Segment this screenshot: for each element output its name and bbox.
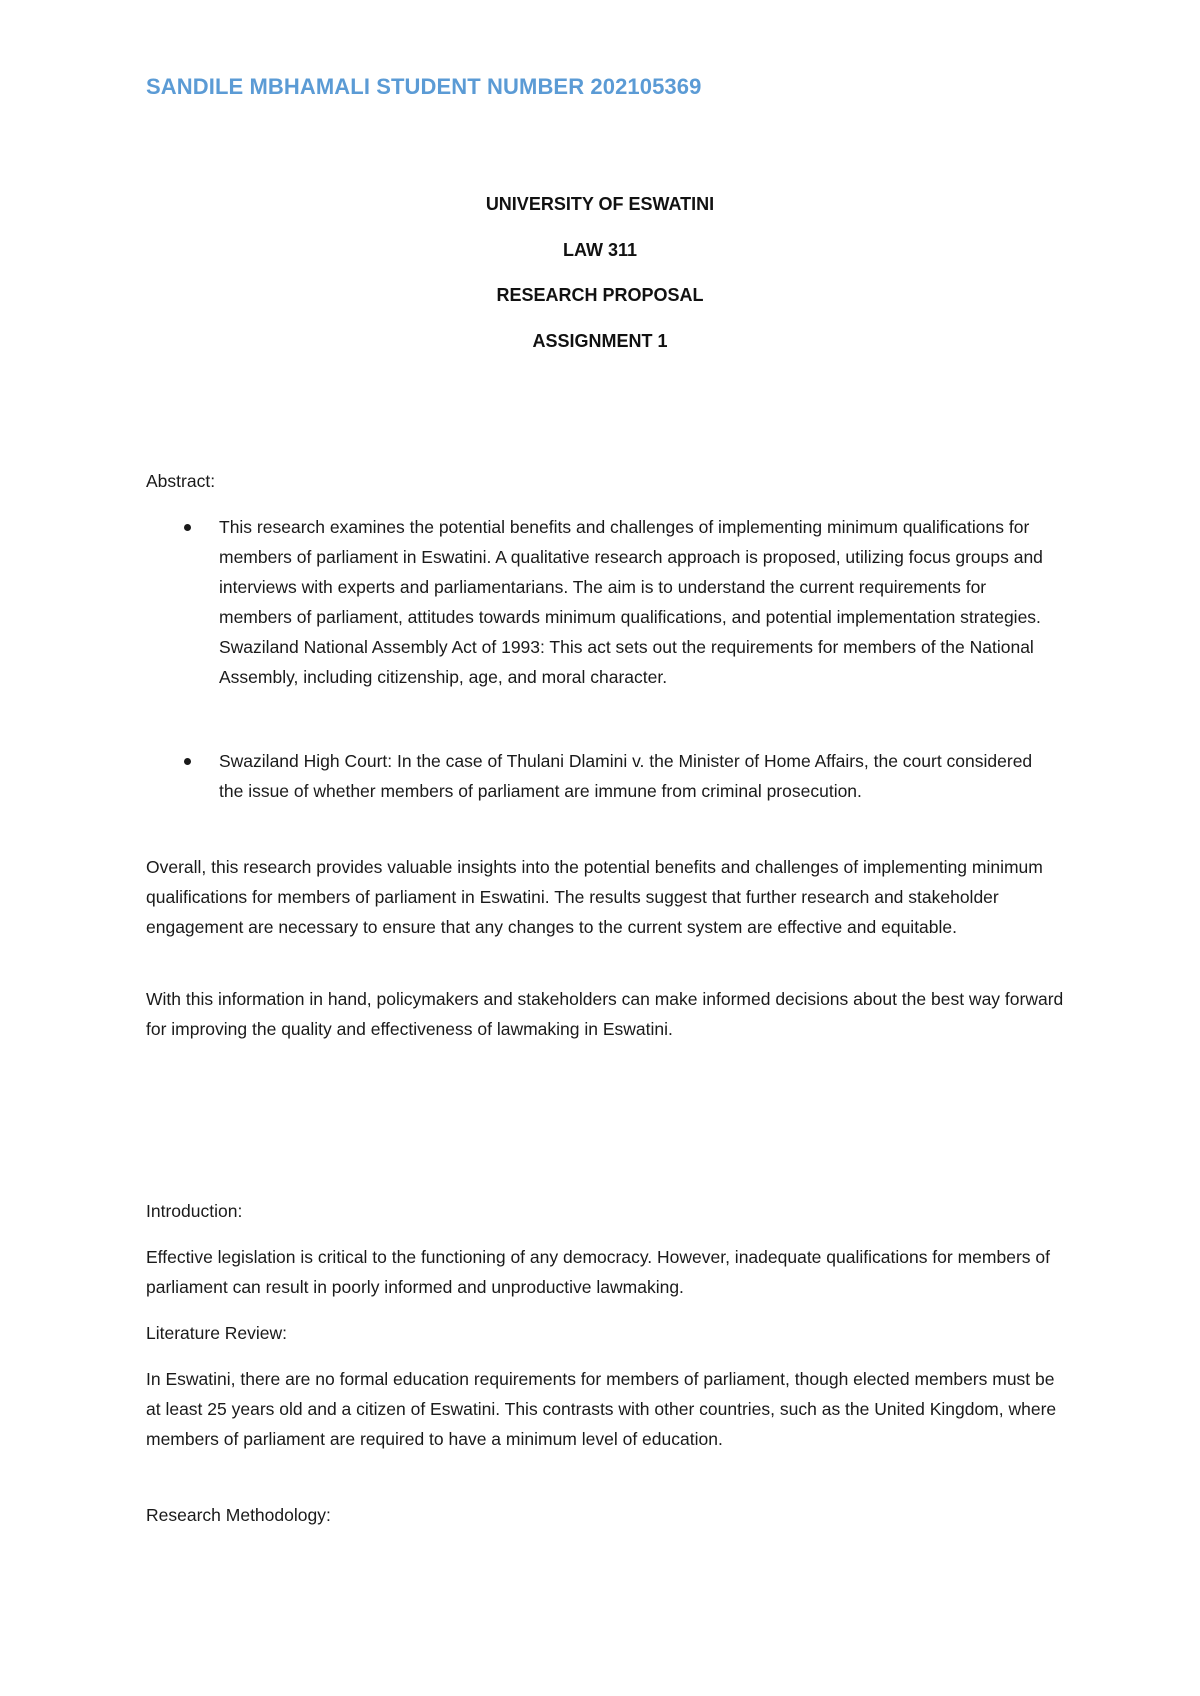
document-type: RESEARCH PROPOSAL	[496, 285, 704, 305]
abstract-bullet-text: Swaziland High Court: In the case of Thulani Dlamini v. the Minister of Home Affairs, the court considered the issue of whether members of parliament are immune from criminal prosecution.	[219, 751, 1033, 801]
abstract-bullet	[146, 512, 1066, 732]
introduction-text: Effective legislation is critical to the functioning of any democracy. However, inadequate qualifications for members of parliament can result in poorly informed and unproductive lawmaking.	[146, 1247, 1050, 1297]
bullet-icon	[184, 758, 191, 765]
abstract-paragraph: With this information in hand, policymakers and stakeholders can make informed decisions about the best way forward for improving the quality and effectiveness of lawmaking in Eswatini.	[146, 989, 1064, 1039]
assignment-number: ASSIGNMENT 1	[532, 331, 668, 351]
literature-review-text: In Eswatini, there are no formal education requirements for members of parliament, though elected members must be at least 25 years old and a citizen of Eswatini. This contrasts with other countries, such as the United Kingdom, where members of parliament are required to have a minimum level of education.	[146, 1369, 1057, 1449]
course-code: LAW 311	[562, 240, 638, 260]
university-title: UNIVERSITY OF ESWATINI	[485, 194, 715, 214]
bullet-icon	[184, 524, 191, 531]
introduction-label: Introduction:	[146, 1201, 243, 1221]
abstract-paragraph: Overall, this research provides valuable insights into the potential benefits and challenges of implementing minimum qualifications for members of parliament in Eswatini. The results suggest that further research and stakeholder engagement are necessary to ensure that any changes to the current system are effective and equitable.	[146, 857, 1043, 937]
research-methodology-label: Research Methodology:	[146, 1505, 331, 1525]
abstract-bullet-text: This research examines the potential benefits and challenges of implementing minimum qualifications for members of parliament in Eswatini. A qualitative research approach is proposed, utilizing focus groups and interviews with experts and parliamentarians. The aim is to understand the current requirements for members of parliament, attitudes towards minimum qualifications, and potential implementation strategies. Swaziland National Assembly Act of 1993: This act sets out the requirements for members of the National Assembly, including citizenship, age, and moral character.	[219, 517, 1043, 687]
literature-review-label: Literature Review:	[146, 1323, 288, 1343]
student-header: SANDILE MBHAMALI STUDENT NUMBER 202105369	[146, 74, 702, 99]
abstract-bullet	[146, 746, 1066, 838]
abstract-label: Abstract:	[146, 471, 216, 491]
